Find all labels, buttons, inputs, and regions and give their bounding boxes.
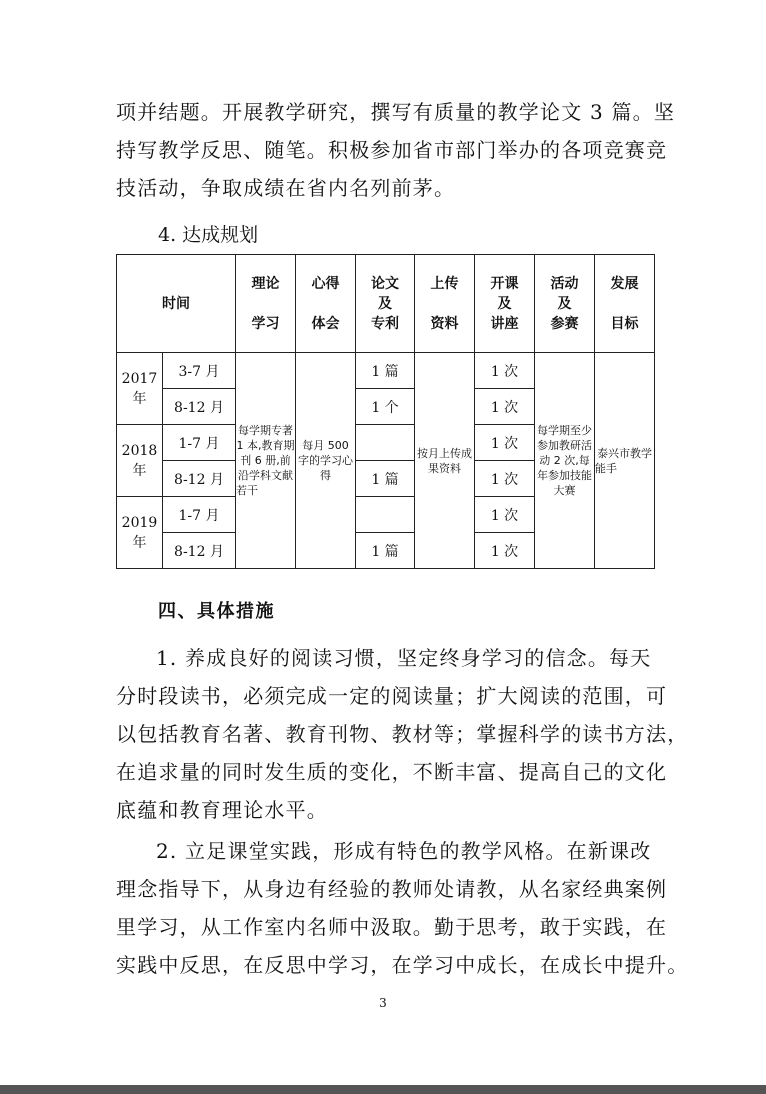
text-line: 在追求量的同时发生质的变化，不断丰富、提高自己的文化 [116,760,668,784]
time-range: 1-7 月 [163,425,236,461]
time-range: 3-7 月 [163,353,236,389]
paper-cell [356,425,415,461]
header-insight: 心得 体会 [296,255,356,353]
table-header-row [117,255,655,353]
header-upload: 上传 资料 [415,255,475,353]
upload-cell: 按月上传成果资料 [415,353,475,569]
header-theory: 理论 学习 [236,255,296,353]
window-bottom-bar [0,1085,766,1094]
text-line: 1. 养成良好的阅读习惯，坚定终身学习的信念。每天 [156,646,652,670]
table-row [117,353,655,389]
insight-cell: 每月 500 字的学习心得 [296,353,356,569]
measure-paragraph-2 [116,832,689,984]
paper-cell: 1 篇 [356,353,415,389]
time-range: 8-12 月 [163,533,236,569]
text-line: 以包括教育名著、教育刊物、教材等；掌握科学的读书方法， [116,722,689,746]
time-range: 8-12 月 [163,461,236,497]
header-papers: 论文 及 专利 [356,255,415,353]
header-lecture: 开课 及 讲座 [475,255,535,353]
intro-paragraph [116,93,676,207]
text-line: 项并结题。开展教学研究，撰写有质量的教学论文 3 篇。坚 [116,100,676,124]
lecture-cell: 1 次 [475,389,535,425]
header-goal: 发展 目标 [595,255,655,353]
measure-paragraph-1 [116,639,689,829]
page-number: 3 [379,996,387,1010]
section-label: 4. 达成规划 [158,224,259,246]
header-time: 时间 [117,255,236,353]
text-line: 里学习，从工作室内名师中汲取。勤于思考，敢于实践，在 [116,915,668,939]
paper-cell: 1 篇 [356,461,415,497]
plan-table [116,254,655,569]
text-line: 2. 立足课堂实践，形成有特色的教学风格。在新课改 [156,839,652,863]
header-activity: 活动 及 参赛 [535,255,595,353]
text-line: 分时段读书，必须完成一定的阅读量；扩大阅读的范围，可 [116,684,668,708]
lecture-cell: 1 次 [475,497,535,533]
paper-cell: 1 篇 [356,533,415,569]
section-heading: 四、具体措施 [158,601,275,622]
goal-cell: 泰兴市教学能手 [595,353,655,569]
year-2017: 2017 年 [117,353,163,425]
time-range: 8-12 月 [163,389,236,425]
text-line: 底蕴和教育理论水平。 [116,798,328,822]
text-line: 持写教学反思、随笔。积极参加省市部门举办的各项竞赛竞 [116,138,668,162]
lecture-cell: 1 次 [475,533,535,569]
text-line: 理念指导下，从身边有经验的教师处请教，从名家经典案例 [116,877,668,901]
lecture-cell: 1 次 [475,353,535,389]
text-line: 实践中反思，在反思中学习，在学习中成长，在成长中提升。 [116,953,689,977]
activity-cell: 每学期至少参加教研活动 2 次,每年参加技能大赛 [535,353,595,569]
year-2018: 2018 年 [117,425,163,497]
lecture-cell: 1 次 [475,425,535,461]
year-2019: 2019 年 [117,497,163,569]
paper-cell [356,497,415,533]
time-range: 1-7 月 [163,497,236,533]
text-line: 技活动，争取成绩在省内名列前茅。 [116,176,456,200]
theory-study-cell: 每学期专著 1 本,教育期刊 6 册,前沿学科文献若干 [236,353,296,569]
paper-cell: 1 个 [356,389,415,425]
lecture-cell: 1 次 [475,461,535,497]
